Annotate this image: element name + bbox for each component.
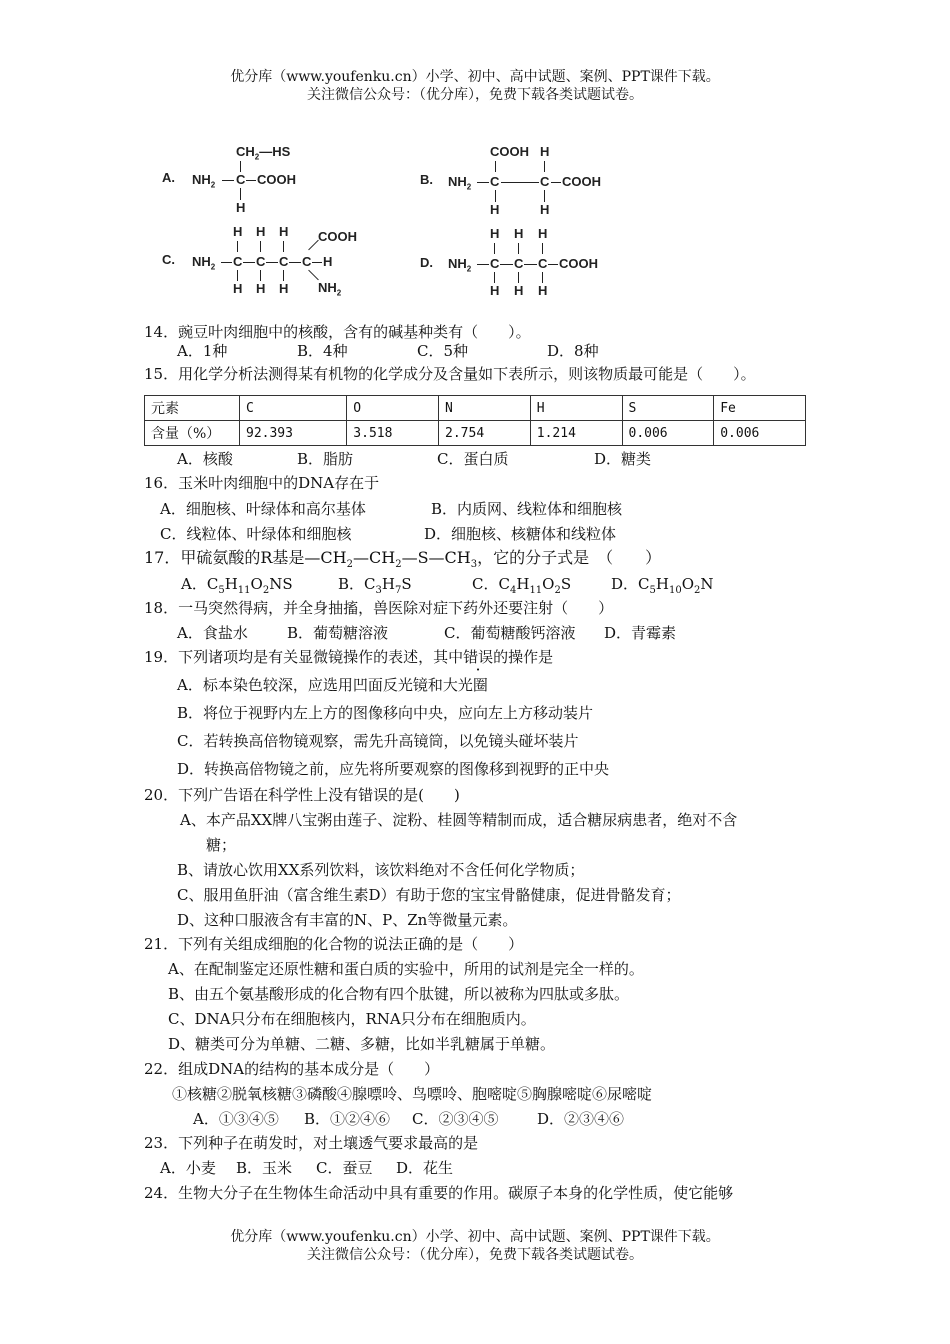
q15-option-a: A．核酸 [177, 450, 233, 468]
struct-c-c1: C [233, 254, 243, 269]
table-cell: N [439, 396, 531, 421]
footer-line-2: 关注微信公众号：（优分库），免费下载各类试题试卷。 [307, 1247, 643, 1263]
struct-a-nh2 [192, 172, 215, 190]
q17-stem-part: —S—CH [401, 548, 471, 567]
q21-option-a: A、在配制鉴定还原性糖和蛋白质的实验中，所用的试剂是完全一样的。 [168, 960, 644, 978]
struct-c-h-right: H [323, 254, 333, 269]
struct-b-nh2-sub: 2 [466, 182, 472, 192]
q21-option-b: B、由五个氨基酸形成的化合物有四个肽键，所以被称为四肽或多肽。 [168, 985, 630, 1003]
struct-a-h: H [236, 200, 246, 215]
struct-b-h1: H [490, 202, 500, 217]
q19-stem-part: 的操作是 [493, 648, 554, 666]
struct-c-h-b2: H [256, 281, 266, 296]
q14-option-d: D．8种 [547, 342, 599, 360]
q17-stem-sub: 2 [346, 559, 353, 571]
struct-a-nh2-text: NH [192, 172, 211, 187]
q20-option-d: D、这种口服液含有丰富的N、P、Zn等微量元素。 [177, 911, 518, 929]
struct-c-label: C. [162, 252, 175, 267]
struct-b-c2: C [540, 174, 550, 189]
struct-c-nh2-sub: 2 [210, 262, 216, 272]
q17-stem [144, 548, 661, 575]
page-footer [0, 1228, 950, 1264]
struct-a-cooh: COOH [257, 172, 296, 187]
struct-d-c2: C [514, 256, 524, 271]
struct-d-c1: C [490, 256, 500, 271]
q15-option-c: C．蛋白质 [437, 450, 509, 468]
struct-c-nh2-b [318, 280, 341, 298]
q17-stem-sub: 2 [395, 559, 402, 571]
table-row [145, 421, 806, 446]
table-cell: O [347, 396, 439, 421]
q22-option-a: A．①③④⑤ [193, 1110, 279, 1128]
q14-option-b: B．4种 [297, 342, 348, 360]
q19-option-d: D．转换高倍物镜之前，应先将所要观察的图像移到视野的正中央 [177, 760, 610, 778]
struct-d-nh2 [448, 256, 471, 274]
struct-c-nh2-b-text: NH [318, 280, 337, 295]
struct-c-h-t2: H [256, 224, 266, 239]
q19-emphasis: 错误 [463, 648, 494, 666]
struct-b-c1: C [490, 174, 500, 189]
q15-stem: 15．用化学分析法测得某有机物的化学成分及含量如下表所示，则该物质最可能是（ ）。 [144, 365, 756, 383]
struct-d-nh2-text: NH [448, 256, 467, 271]
table-cell: Fe [714, 396, 806, 421]
q15-option-d: D．糖类 [594, 450, 652, 468]
q17-stem-sub: 3 [470, 559, 478, 571]
q17-option-c: C．$C_4H_{11}O_2S$ [472, 575, 572, 596]
q18-option-a: A．食盐水 [177, 624, 248, 642]
struct-b-h-top: H [540, 144, 550, 159]
table-cell: H [530, 396, 622, 421]
q21-stem: 21．下列有关组成细胞的化合物的说法正确的是（ ） [144, 935, 524, 953]
struct-a-ch2-sub: 2 [254, 152, 260, 162]
struct-b-h2: H [540, 202, 550, 217]
struct-c-c4: C [302, 254, 312, 269]
q22-option-c: C．②③④⑤ [412, 1110, 499, 1128]
q24-stem: 24．生物大分子在生物体生命活动中具有重要的作用。碳原子本身的化学性质，使它能够 [144, 1184, 734, 1202]
q14-stem: 14．豌豆叶肉细胞中的核酸，含有的碱基种类有（ ）。 [144, 323, 531, 341]
table-cell: 0.006 [622, 421, 714, 446]
q17-stem-part: 17．甲硫氨酸的R基是—CH [144, 548, 347, 567]
q18-option-c: C．葡萄糖酸钙溶液 [444, 624, 576, 642]
struct-d-label: D. [420, 255, 433, 270]
struct-d-cooh: COOH [559, 256, 598, 271]
q22-option-b: B．①②④⑥ [304, 1110, 391, 1128]
struct-b-cooh: COOH [562, 174, 601, 189]
q17-option-b: B．$C_3H_7S$ [338, 575, 412, 596]
table-cell: C [240, 396, 347, 421]
table-row [145, 396, 806, 421]
q20-option-b: B、请放心饮用XX系列饮料，该饮料绝对不含任何化学物质； [177, 861, 585, 879]
struct-c-nh2-text: NH [192, 254, 211, 269]
struct-b-nh2-text: NH [448, 174, 467, 189]
table-cell: 元素 [145, 396, 240, 421]
footer-line-1: 优分库（www.youfenku.cn）小学、初中、高中试题、案例、PPT课件下载。 [230, 1229, 720, 1245]
q17-stem-part: —CH [352, 548, 396, 567]
struct-b-cooh-top: COOH [490, 144, 529, 159]
q23-option-b: B．玉米 [236, 1159, 293, 1177]
q19-option-c: C．若转换高倍物镜观察，需先升高镜筒，以免镜头碰坏装片 [177, 732, 579, 750]
struct-a-nh2-sub: 2 [210, 180, 216, 190]
struct-c-h-b3: H [279, 281, 289, 296]
q22-stem: 22．组成DNA的结构的基本成分是（ ） [144, 1060, 440, 1078]
struct-c-h-t3: H [279, 224, 289, 239]
q16-option-a: A．细胞核、叶绿体和高尔基体 [160, 500, 366, 518]
struct-b-nh2 [448, 174, 471, 192]
q22-items: ①核糖②脱氧核糖③磷酸④腺嘌呤、鸟嘌呤、胞嘧啶⑤胸腺嘧啶⑥尿嘧啶 [172, 1085, 653, 1103]
q17-stem-part: ，它的分子式是 （ ） [477, 548, 662, 567]
q19-stem-part: 19．下列诸项均是有关显微镜操作的表述，其中 [144, 648, 464, 666]
struct-d-h-b3: H [538, 283, 548, 298]
table-cell: 含量（%） [145, 421, 240, 446]
struct-d-h-t2: H [514, 226, 524, 241]
table-cell: S [622, 396, 714, 421]
struct-d-h-t1: H [490, 226, 500, 241]
struct-c-h-b1: H [233, 281, 243, 296]
struct-c-nh2 [192, 254, 215, 272]
q20-option-c: C、服用鱼肝油（富含维生素D）有助于您的宝宝骨骼健康，促进骨骼发育； [177, 886, 681, 904]
header-line-1: 优分库（www.youfenku.cn）小学、初中、高中试题、案例、PPT课件下载。 [230, 69, 720, 85]
q23-option-d: D．花生 [396, 1159, 454, 1177]
q19-stem [144, 647, 553, 667]
q19-option-a: A．标本染色较深，应选用凹面反光镜和大光圈 [177, 676, 488, 694]
table-cell: 92.393 [240, 421, 347, 446]
table-cell: 0.006 [714, 421, 806, 446]
q17-option-d: D．$C_5H_{10}O_2N$ [611, 575, 714, 596]
page-header [0, 68, 950, 104]
q14-option-a: A．1种 [177, 342, 228, 360]
struct-c-nh2-b-sub: 2 [336, 288, 342, 298]
q20-stem: 20．下列广告语在科学性上没有错误的是( ) [144, 786, 460, 804]
struct-d-h-b2: H [514, 283, 524, 298]
table-cell: 3.518 [347, 421, 439, 446]
struct-a-c: C [236, 172, 246, 187]
q23-option-c: C．蚕豆 [316, 1159, 373, 1177]
q18-stem: 18．一马突然得病，并全身抽搐，兽医除对症下药外还要注射（ ） [144, 599, 614, 617]
q15-option-b: B．脂肪 [297, 450, 354, 468]
q21-option-d: D、糖类可分为单糖、二糖、多糖，比如半乳糖属于单糖。 [168, 1035, 556, 1053]
q23-stem: 23．下列种子在萌发时，对土壤透气要求最高的是 [144, 1134, 479, 1152]
struct-a-label: A. [162, 170, 175, 185]
struct-a-ch2 [236, 144, 290, 162]
q22-option-d: D．②③④⑥ [537, 1110, 625, 1128]
header-line-2: 关注微信公众号：（优分库），免费下载各类试题试卷。 [307, 87, 643, 103]
q21-option-c: C、DNA只分布在细胞核内，RNA只分布在细胞质内。 [168, 1010, 536, 1028]
table-cell: 2.754 [439, 421, 531, 446]
struct-d-h-b1: H [490, 283, 500, 298]
struct-c-cooh: COOH [318, 229, 357, 244]
struct-a-ch2-text: CH [236, 144, 255, 159]
q17-option-a: A．$C_5H_{11}O_2NS$ [181, 575, 293, 596]
q16-option-d: D．细胞核、核糖体和线粒体 [424, 525, 617, 543]
q16-stem: 16．玉米叶肉细胞中的DNA存在于 [144, 474, 380, 492]
q18-option-d: D．青霉素 [604, 624, 677, 642]
q16-option-c: C．线粒体、叶绿体和细胞核 [160, 525, 352, 543]
q18-option-b: B．葡萄糖溶液 [287, 624, 389, 642]
struct-b-label: B. [420, 172, 433, 187]
struct-d-c3: C [538, 256, 548, 271]
struct-c-c3: C [279, 254, 289, 269]
q20-option-a: A、本产品XX牌八宝粥由莲子、淀粉、桂圆等精制而成，适合糖尿病患者，绝对不含 [180, 811, 738, 829]
struct-d-nh2-sub: 2 [466, 264, 472, 274]
struct-d-h-t3: H [538, 226, 548, 241]
struct-c-c2: C [256, 254, 266, 269]
table-cell: 1.214 [530, 421, 622, 446]
q19-option-b: B．将位于视野内左上方的图像移向中央，应向左上方移动装片 [177, 704, 594, 722]
struct-c-h-t1: H [233, 224, 243, 239]
q20-option-a-cont: 糖； [206, 836, 237, 854]
struct-a-hs: —HS [259, 144, 291, 159]
element-content-table [144, 395, 806, 446]
q23-option-a: A．小麦 [160, 1159, 216, 1177]
q16-option-b: B．内质网、线粒体和细胞核 [431, 500, 623, 518]
q14-option-c: C．5种 [417, 342, 469, 360]
